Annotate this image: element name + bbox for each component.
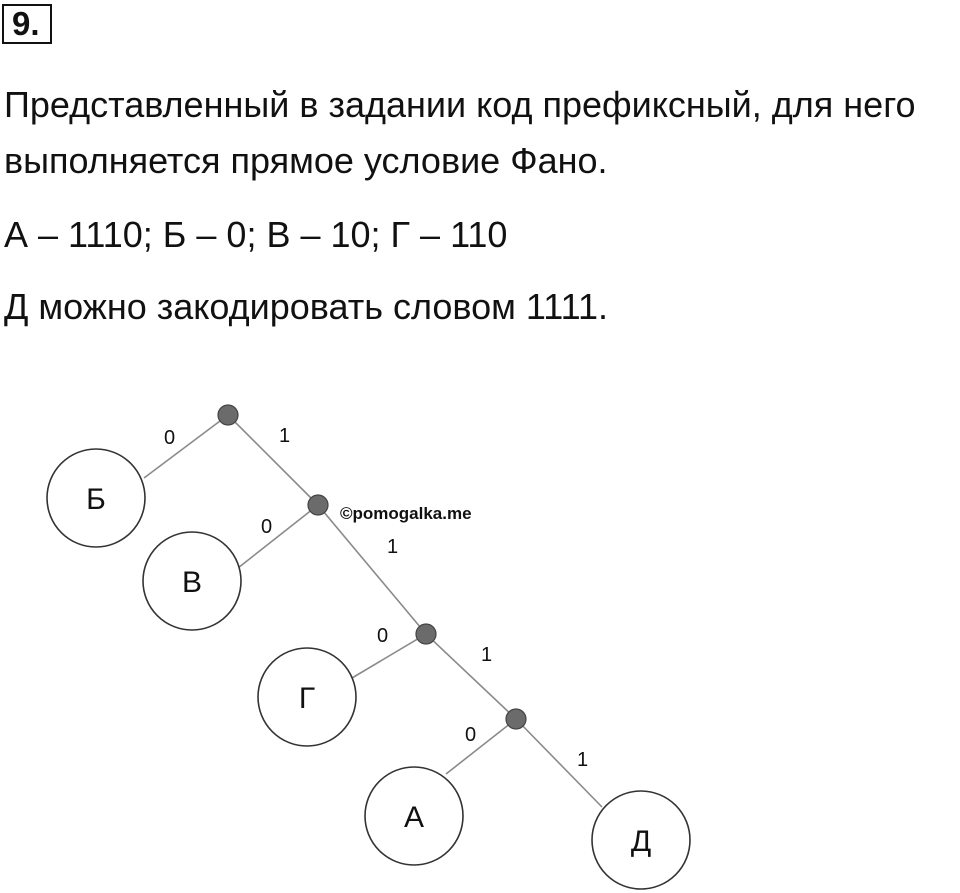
edge-label-n3-1: 1 [481, 644, 493, 666]
edge-n2-v [238, 505, 318, 568]
leaf-label-v: В [181, 566, 203, 599]
edge-n2-n3 [318, 505, 426, 634]
task-number: 9. [2, 4, 52, 44]
leaf-label-g: Г [298, 682, 316, 715]
edge-label-n2-0: 0 [261, 516, 273, 538]
edge-label-n3-0: 0 [377, 625, 389, 647]
text-line-2: выполняется прямое условие Фано. [4, 140, 608, 181]
edge-n3-g [352, 634, 426, 678]
edge-label-root-0: 0 [164, 427, 176, 449]
text-line-1: Представленный в задании код префиксный, для него [4, 84, 916, 125]
internal-node-root [218, 405, 238, 425]
edge-n4-d [516, 719, 602, 807]
edge-label-n4-1: 1 [577, 749, 589, 771]
edge-root-n2 [228, 415, 318, 505]
leaf-label-b: Б [86, 483, 106, 516]
internal-node-4 [506, 709, 526, 729]
leaf-label-a: А [403, 801, 425, 834]
internal-node-3 [416, 624, 436, 644]
edge-root-b [144, 415, 228, 478]
edge-label-root-1: 1 [279, 425, 291, 447]
internal-node-2 [308, 495, 328, 515]
code-assignments: А – 1110; Б – 0; В – 10; Г – 110 [4, 214, 508, 255]
prefix-code-tree [0, 380, 960, 893]
edge-label-n2-1: 1 [387, 536, 399, 558]
edge-n4-a [446, 719, 516, 774]
edge-n3-n4 [426, 634, 516, 719]
conclusion-text: Д можно закодировать словом 1111. [4, 286, 609, 327]
edge-label-n4-0: 0 [465, 724, 477, 746]
watermark: ©pomogalka.me [340, 504, 472, 523]
leaf-label-d: Д [630, 825, 652, 858]
